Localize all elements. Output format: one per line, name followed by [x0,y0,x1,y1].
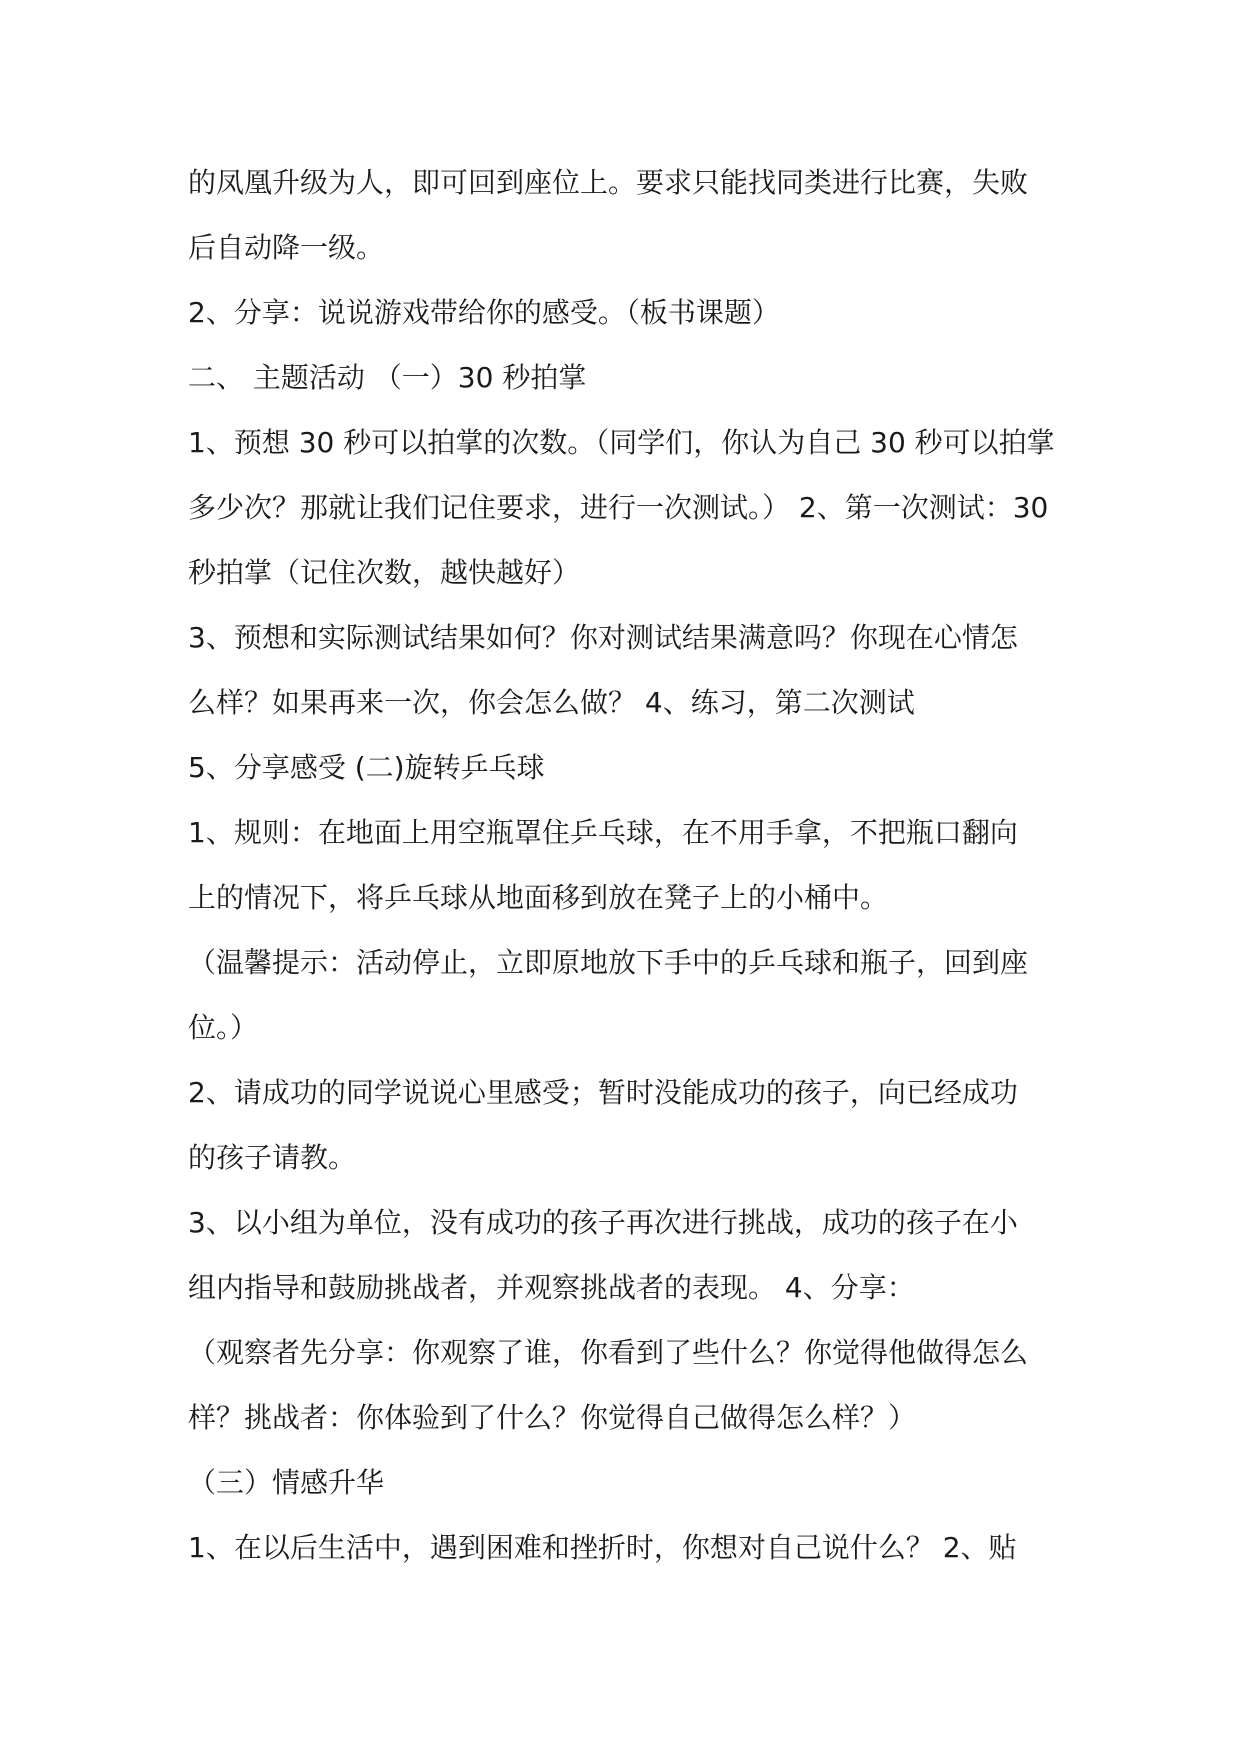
text-line: 5、分享感受 (二)旋转乒乓球 [188,751,545,784]
text-line: 组内指导和鼓励挑战者，并观察挑战者的表现。 4、分享： [188,1271,915,1304]
text-line: 秒拍掌（记住次数，越快越好） [188,556,581,589]
text-line: 2、分享：说说游戏带给你的感受。（板书课题） [188,296,780,329]
text-line: （观察者先分享：你观察了谁，你看到了些什么？你觉得他做得怎么 [188,1336,1029,1369]
text-line: 上的情况下，将乒乓球从地面移到放在凳子上的小桶中。 [188,881,889,914]
text-line: 3、预想和实际测试结果如何？你对测试结果满意吗？你现在心情怎 [188,621,1018,654]
text-line: 位。） [188,1011,259,1044]
text-line: 的凤凰升级为人，即可回到座位上。要求只能找同类进行比赛，失败 [188,166,1029,199]
text-line: 1、预想 30 秒可以拍掌的次数。（同学们，你认为自己 30 秒可以拍掌 [188,426,1055,459]
section-heading: （三）情感升华 [188,1466,385,1499]
text-line: 1、在以后生活中，遇到困难和挫折时，你想对自己说什么？ 2、贴 [188,1531,1017,1564]
section-heading: 二、 主题活动 （一）30 秒拍掌 [188,361,587,394]
text-line: 的孩子请教。 [188,1141,357,1174]
document-body [188,150,1060,1580]
text-line: 1、规则：在地面上用空瓶罩住乒乓球，在不用手拿，不把瓶口翻向 [188,816,1018,849]
text-line: 3、以小组为单位，没有成功的孩子再次进行挑战，成功的孩子在小 [188,1206,1018,1239]
text-line: 2、请成功的同学说说心里感受；暂时没能成功的孩子，向已经成功 [188,1076,1018,1109]
text-line: 多少次？那就让我们记住要求，进行一次测试。） 2、第一次测试：30 [188,491,1049,524]
text-line: 么样？如果再来一次，你会怎么做？ 4、练习，第二次测试 [188,686,915,719]
text-line: 样？挑战者：你体验到了什么？你觉得自己做得怎么样？） [188,1401,917,1434]
text-line: 后自动降一级。 [188,231,385,264]
text-line: （温馨提示：活动停止，立即原地放下手中的乒乓球和瓶子，回到座 [188,946,1029,979]
